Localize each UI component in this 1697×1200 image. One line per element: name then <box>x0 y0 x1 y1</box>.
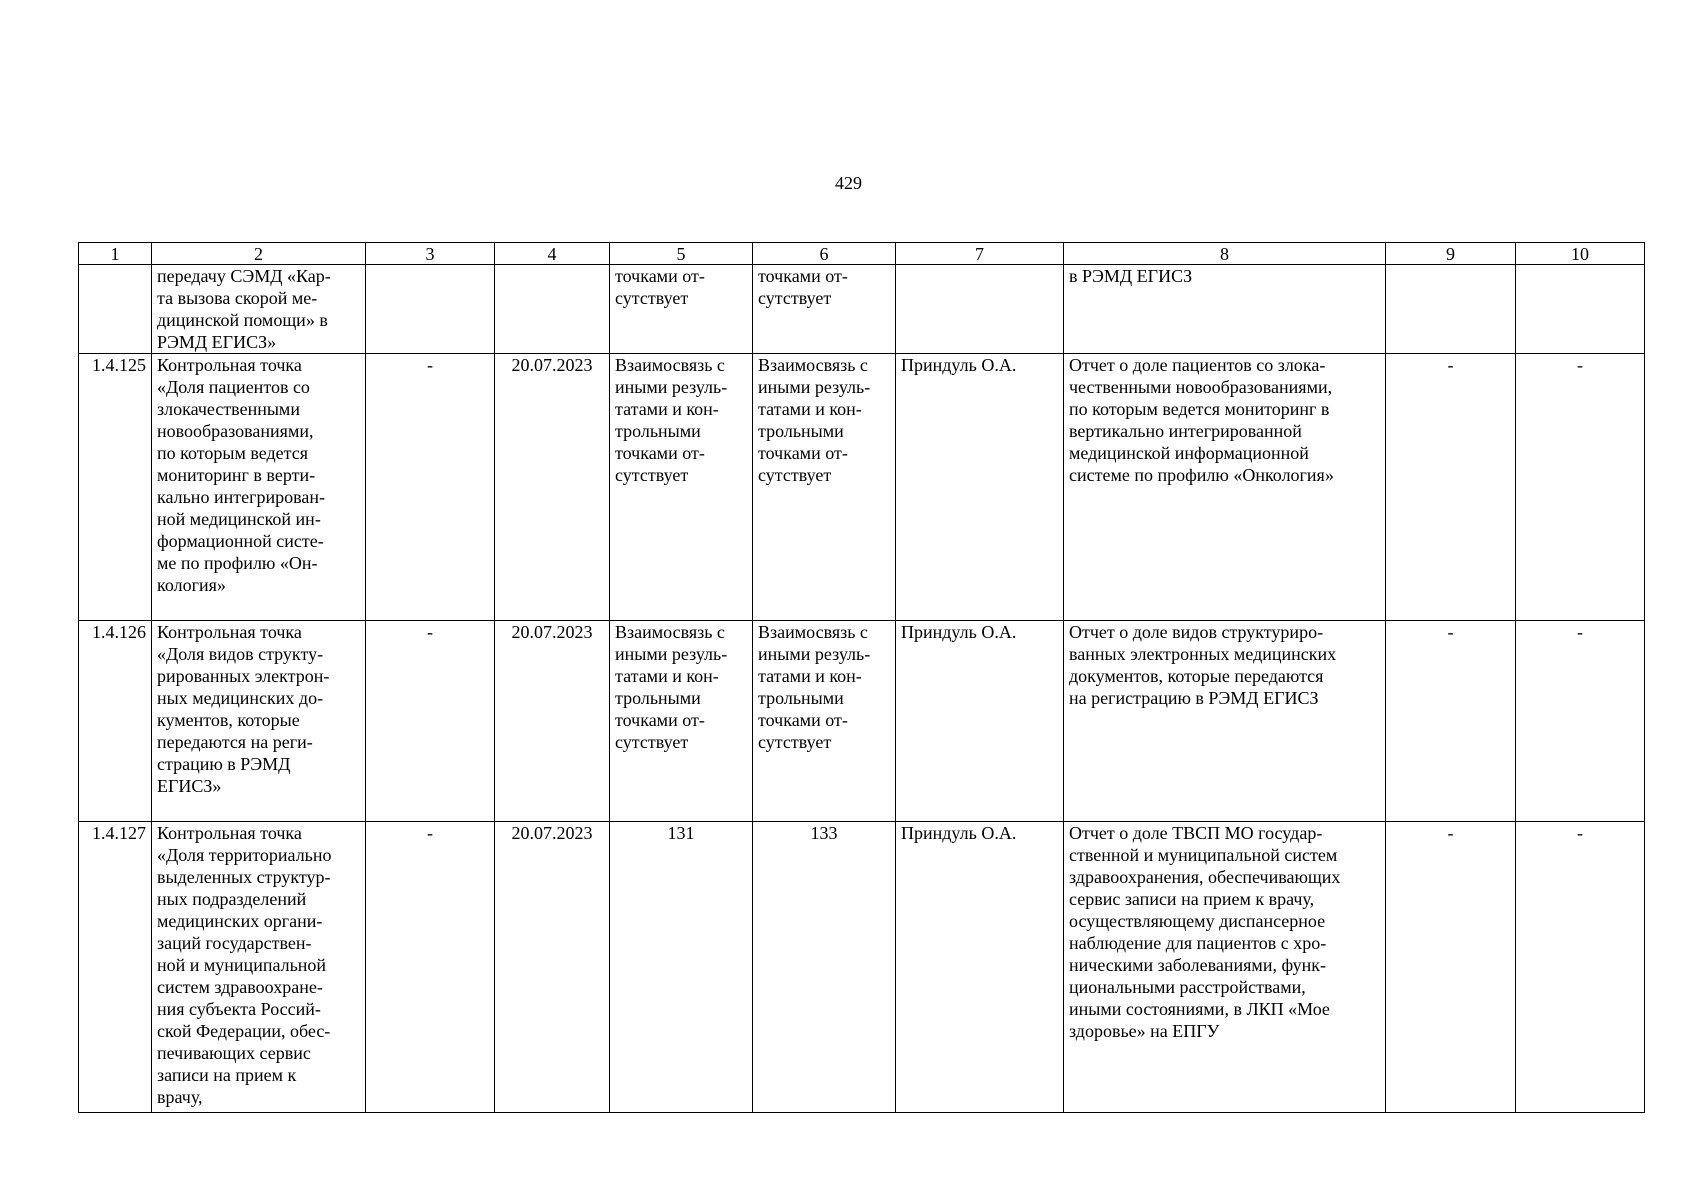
column-5-value: 131 <box>610 822 753 1113</box>
column-9-value <box>1386 265 1516 354</box>
column-10-value: - <box>1516 621 1645 822</box>
date-cell: 20.07.2023 <box>495 621 610 822</box>
column-6-value: точками от- сутствует <box>753 265 896 354</box>
column-header: 10 <box>1516 243 1645 265</box>
column-3-value: - <box>366 354 495 621</box>
result-description: Отчет о доле видов структуриро- ванных электронных медицинских документов, которые передаются на регистрацию в РЭМД ЕГИСЗ <box>1064 621 1386 822</box>
column-3-value: - <box>366 621 495 822</box>
column-6-value: Взаимосвязь с иными резуль- татами и кон- трольными точками от- сутствует <box>753 621 896 822</box>
column-header: 5 <box>610 243 753 265</box>
column-10-value <box>1516 265 1645 354</box>
column-3-value: - <box>366 822 495 1113</box>
column-header: 7 <box>896 243 1064 265</box>
column-5-value: Взаимосвязь с иными резуль- татами и кон- трольными точками от- сутствует <box>610 354 753 621</box>
result-description: Отчет о доле ТВСП МО государ- ственной и муниципальной систем здравоохранения, обеспечивающих сервис записи на прием к врачу, осуществляющему диспансерное наблюдение для пациентов с хро- ническими заболеваниями, функ- циональными расстройствами, иными состояниями, в ЛКП «Мое здоровье» на ЕПГУ <box>1064 822 1386 1113</box>
row-number: 1.4.126 <box>79 621 152 822</box>
result-description: Отчет о доле пациентов со злока- чественными новообразованиями, по которым ведется мониторинг в вертикально интегрированной медицинской информационной системе по профилю «Онкология» <box>1064 354 1386 621</box>
control-point-name: передачу СЭМД «Кар- та вызова скорой ме- дицинской помощи» в РЭМД ЕГИСЗ» <box>152 265 366 354</box>
responsible-person <box>896 265 1064 354</box>
column-5-value: точками от- сутствует <box>610 265 753 354</box>
table-row <box>79 265 1645 354</box>
table-header-row <box>79 243 1645 265</box>
table-row <box>79 354 1645 621</box>
page-number: 429 <box>835 173 862 193</box>
table-row <box>79 822 1645 1113</box>
column-header: 1 <box>79 243 152 265</box>
table-row <box>79 621 1645 822</box>
column-header: 4 <box>495 243 610 265</box>
responsible-person: Приндуль О.А. <box>896 354 1064 621</box>
result-description: в РЭМД ЕГИСЗ <box>1064 265 1386 354</box>
row-number: 1.4.127 <box>79 822 152 1113</box>
date-cell: 20.07.2023 <box>495 354 610 621</box>
column-6-value: 133 <box>753 822 896 1113</box>
row-number <box>79 265 152 354</box>
column-10-value: - <box>1516 354 1645 621</box>
plan-table <box>78 242 1645 1113</box>
column-3-value <box>366 265 495 354</box>
column-header: 2 <box>152 243 366 265</box>
responsible-person: Приндуль О.А. <box>896 621 1064 822</box>
date-cell <box>495 265 610 354</box>
column-header: 8 <box>1064 243 1386 265</box>
control-point-name: Контрольная точка «Доля видов структу- рированных электрон- ных медицинских до- кументов, которые передаются на реги- страцию в РЭМД ЕГИСЗ» <box>152 621 366 822</box>
column-9-value: - <box>1386 822 1516 1113</box>
column-header: 3 <box>366 243 495 265</box>
row-number: 1.4.125 <box>79 354 152 621</box>
column-header: 9 <box>1386 243 1516 265</box>
control-point-name: Контрольная точка «Доля территориально выделенных структур- ных подразделений медицинских органи- заций государствен- ной и муниципальной систем здравоохране- ния субъекта Россий- ской Федерации, обес- печивающих сервис записи на прием к врачу, <box>152 822 366 1113</box>
column-header: 6 <box>753 243 896 265</box>
column-6-value: Взаимосвязь с иными резуль- татами и кон- трольными точками от- сутствует <box>753 354 896 621</box>
column-9-value: - <box>1386 621 1516 822</box>
column-10-value: - <box>1516 822 1645 1113</box>
column-5-value: Взаимосвязь с иными резуль- татами и кон- трольными точками от- сутствует <box>610 621 753 822</box>
control-point-name: Контрольная точка «Доля пациентов со злокачественными новообразованиями, по которым ведется мониторинг в верти- кально интегрирован- ной медицинской ин- формационной систе- ме по профилю «Он- кология» <box>152 354 366 621</box>
date-cell: 20.07.2023 <box>495 822 610 1113</box>
responsible-person: Приндуль О.А. <box>896 822 1064 1113</box>
column-9-value: - <box>1386 354 1516 621</box>
